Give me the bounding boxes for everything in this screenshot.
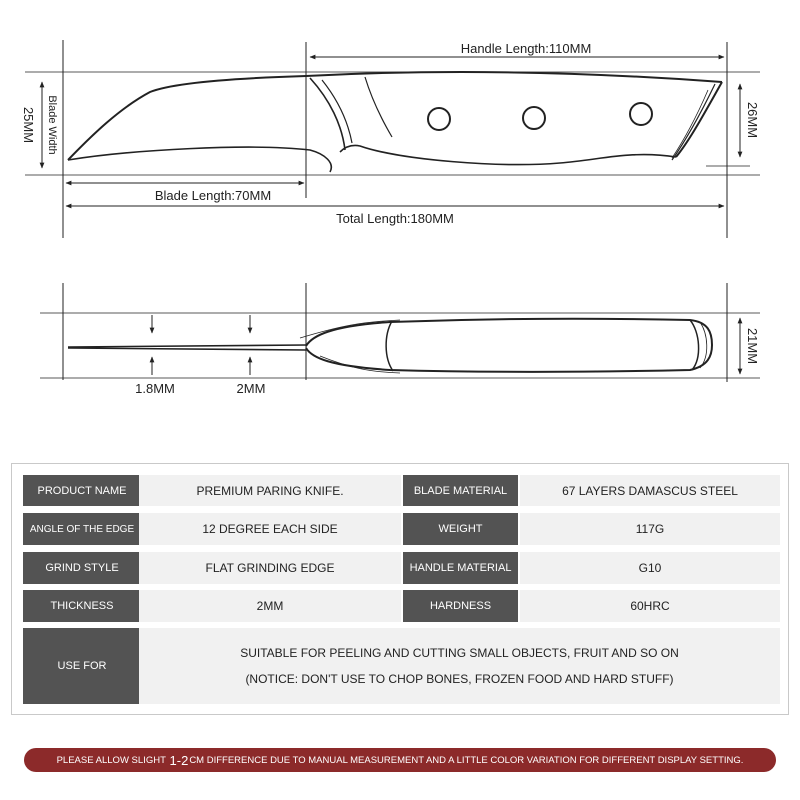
- handle-rivet-3: [630, 103, 652, 125]
- knife-side-outline: [68, 72, 722, 172]
- thickness-label: THICKNESS: [23, 590, 141, 622]
- handle-material-label: HANDLE MATERIAL: [403, 552, 518, 584]
- thickness-value: 2MM: [139, 590, 401, 622]
- blade-material-label: BLADE MATERIAL: [403, 475, 518, 506]
- knife-top-outline: [300, 319, 712, 373]
- edge-angle-label: ANGLE OF THE EDGE: [23, 513, 141, 545]
- spine-thickness-a-label: 1.8MM: [135, 381, 175, 396]
- handle-thickness-label: 21MM: [745, 327, 760, 365]
- handle-height-label: 26MM: [745, 101, 760, 139]
- edge-angle-value: 12 DEGREE EACH SIDE: [139, 513, 401, 545]
- weight-value: 117G: [520, 513, 780, 545]
- use-for-value: [139, 628, 780, 704]
- spine-thickness-b-label: 2MM: [236, 381, 266, 396]
- use-for-line-2: (NOTICE: DON'T USE TO CHOP BONES, FROZEN FOOD AND HARD STUFF): [245, 672, 674, 686]
- weight-label: WEIGHT: [403, 513, 518, 545]
- handle-rivet-1: [428, 108, 450, 130]
- product-name-value: PREMIUM PARING KNIFE.: [139, 475, 401, 506]
- spec-table: [11, 463, 789, 715]
- measurement-notice-banner: [24, 748, 776, 772]
- grind-style-label: GRIND STYLE: [23, 552, 141, 584]
- notice-text-before: PLEASE ALLOW SLIGHT: [56, 754, 166, 766]
- blade-spine: [68, 345, 306, 350]
- notice-highlight: 1-2: [169, 752, 189, 768]
- top-view: [40, 283, 760, 382]
- blade-width-value: 25MM: [21, 106, 36, 144]
- use-for-line-1: SUITABLE FOR PEELING AND CUTTING SMALL OBJECTS, FRUIT AND SO ON: [240, 646, 679, 660]
- blade-material-value: 67 LAYERS DAMASCUS STEEL: [520, 475, 780, 506]
- blade-width-label: Blade Width: [46, 95, 58, 155]
- hardness-value: 60HRC: [520, 590, 780, 622]
- total-length-label: Total Length:180MM: [336, 211, 454, 226]
- side-view: [25, 40, 760, 238]
- handle-length-label: Handle Length:110MM: [460, 41, 592, 56]
- handle-rivet-2: [523, 107, 545, 129]
- notice-unit: CM: [189, 754, 205, 766]
- handle-material-value: G10: [520, 552, 780, 584]
- blade-length-label: Blade Length:70MM: [154, 188, 272, 203]
- grind-style-value: FLAT GRINDING EDGE: [139, 552, 401, 584]
- product-name-label: PRODUCT NAME: [23, 475, 141, 506]
- hardness-label: HARDNESS: [403, 590, 518, 622]
- notice-text-after: DIFFERENCE DUE TO MANUAL MEASUREMENT AND A LITTLE COLOR VARIATION FOR DIFFERENT DISPLAY SETTING.: [206, 754, 744, 766]
- use-for-label: USE FOR: [23, 628, 141, 704]
